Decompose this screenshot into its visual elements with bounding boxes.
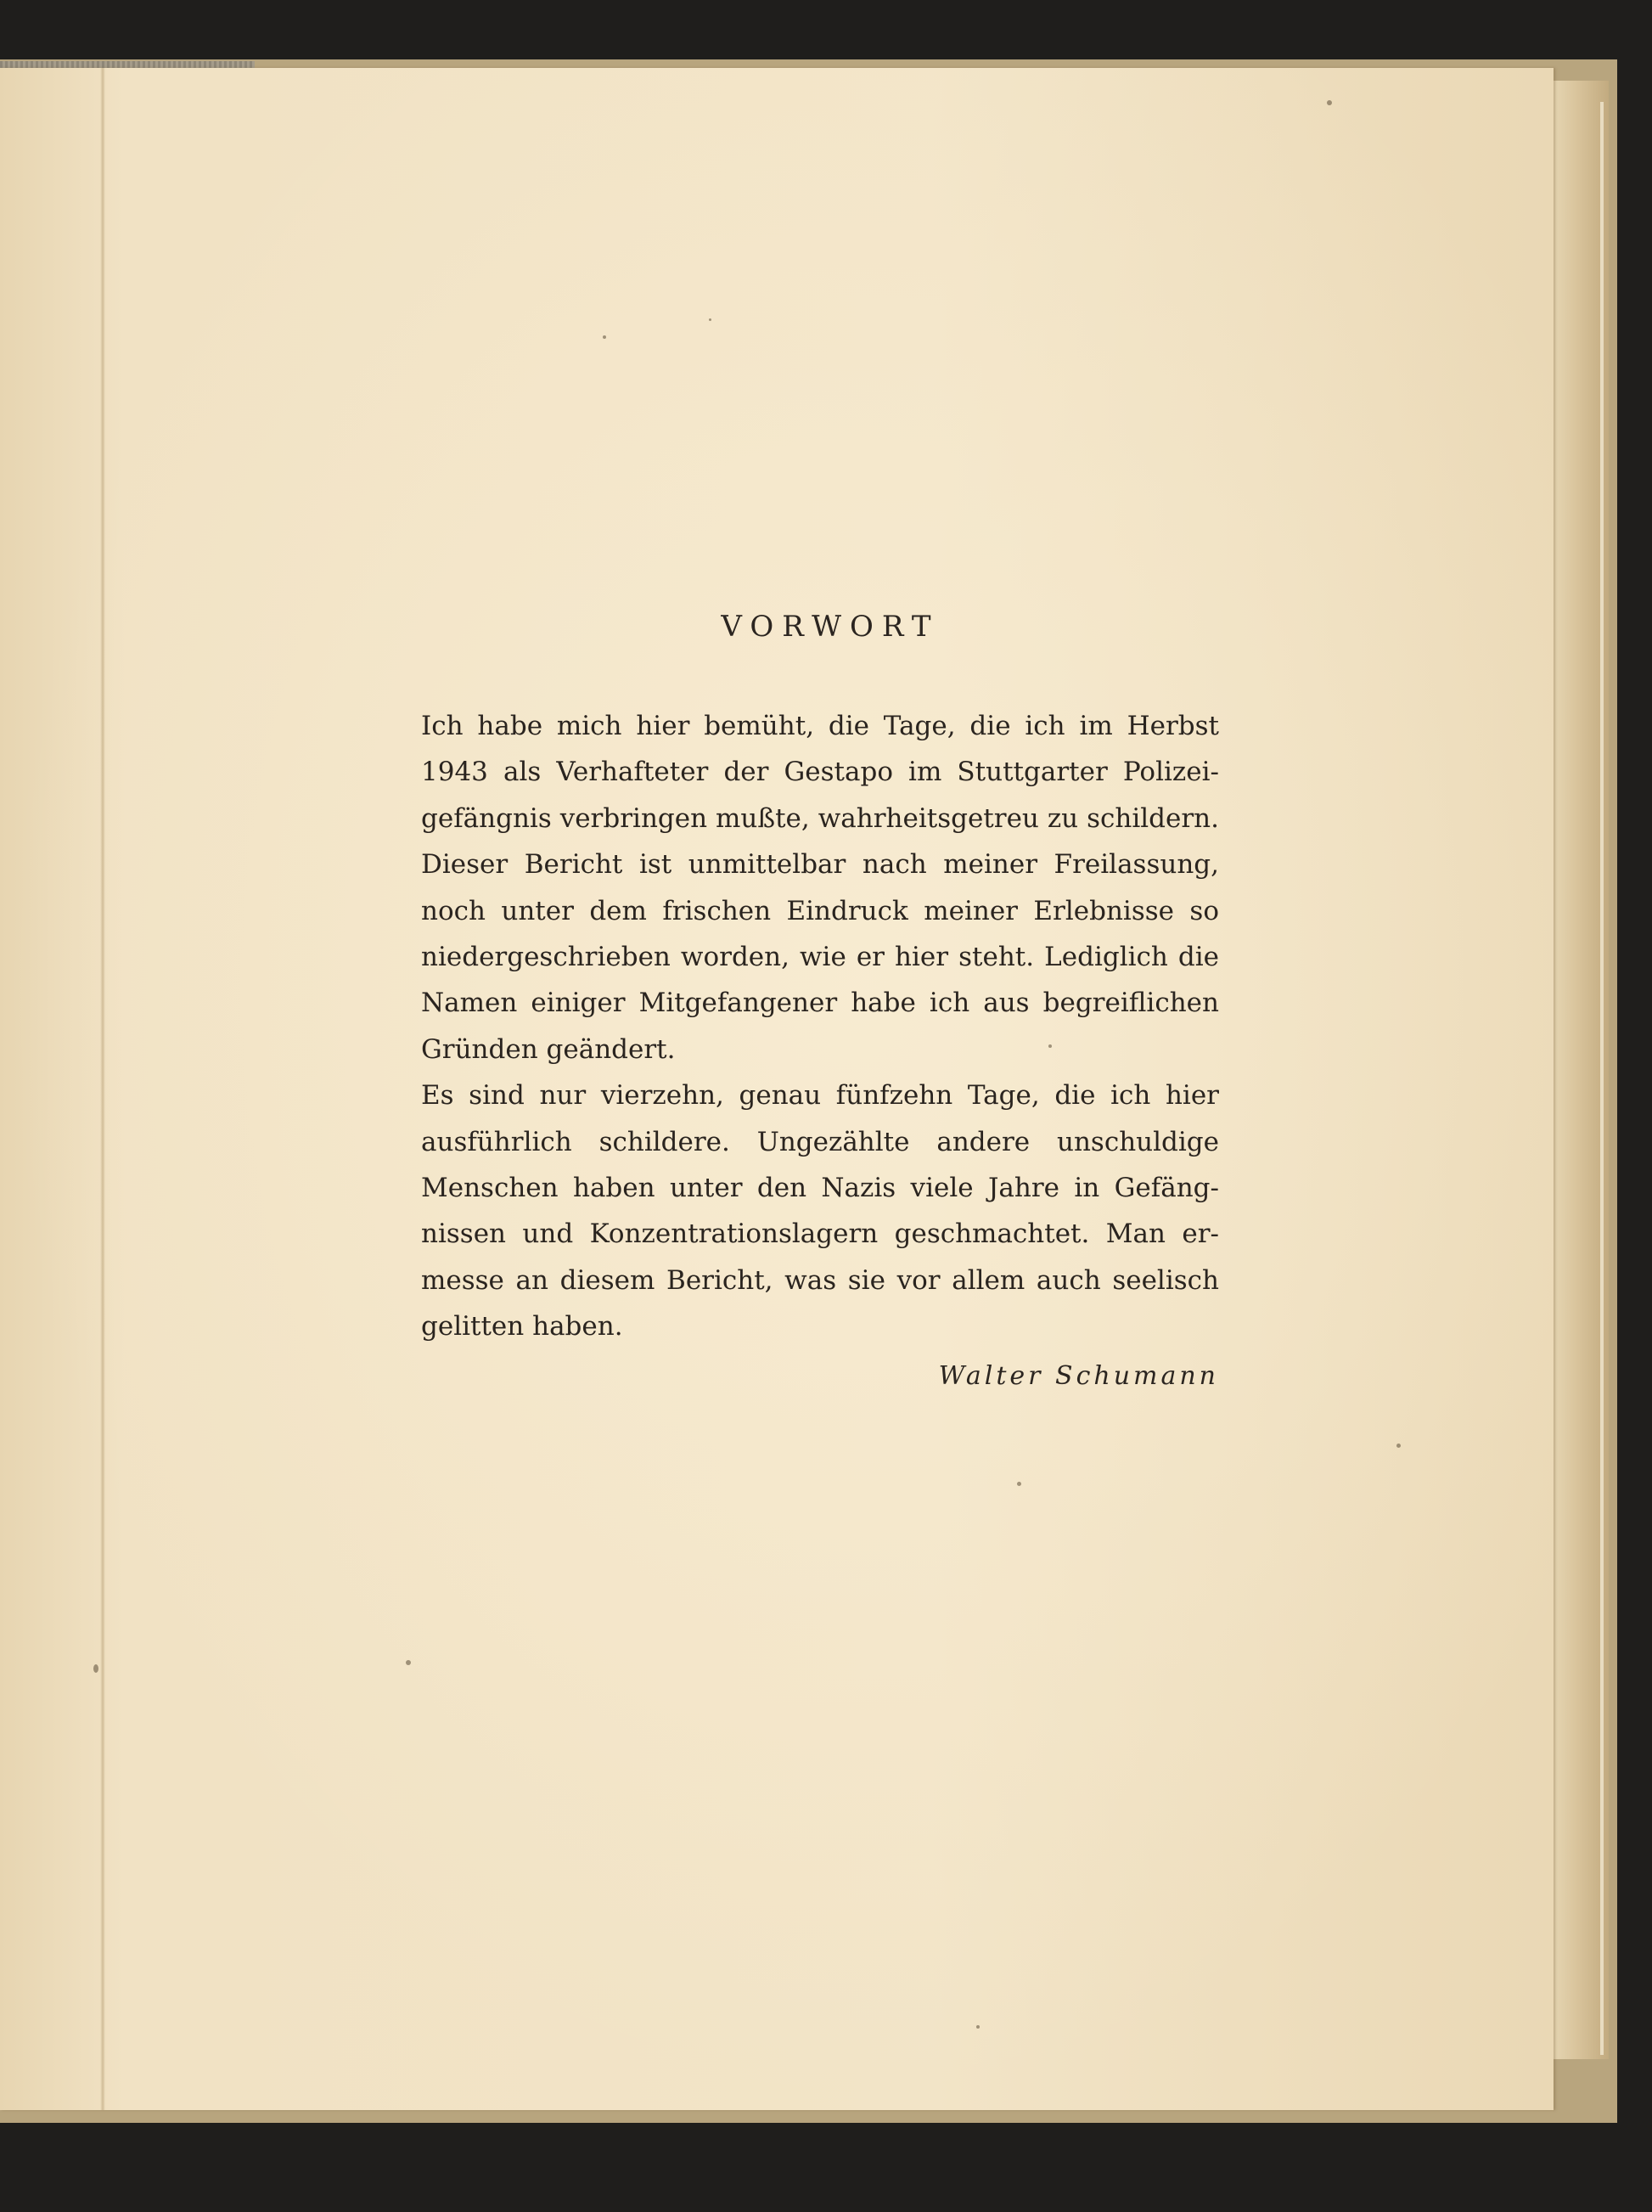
chapter-title: VORWORT	[721, 610, 940, 644]
paper-speck	[1396, 1444, 1401, 1448]
text-line: Menschen haben unter den Nazis viele Jahre in Gefäng-	[421, 1172, 1219, 1203]
text-line: nissen und Konzentrationslagern geschmachtet. Man er-	[421, 1219, 1219, 1250]
page-edge-highlight	[1600, 102, 1604, 2055]
text-line: Dieser Bericht ist unmittelbar nach meiner Freilassung,	[421, 849, 1219, 881]
paper-speck	[1017, 1482, 1021, 1486]
text-line: 1943 als Verhafteter der Gestapo im Stuttgarter Polizei-	[421, 757, 1219, 788]
paper-speck	[603, 335, 606, 339]
text-line: Es sind nur vierzehn, genau fünfzehn Tage, die ich hier	[421, 1080, 1219, 1112]
text-line: noch unter dem frischen Eindruck meiner Erlebnisse so	[421, 895, 1219, 926]
text-line: messe an diesem Bericht, was sie vor allem auch seelisch	[421, 1264, 1219, 1296]
text-line: gefängnis verbringen mußte, wahrheitsgetreu zu schildern.	[421, 802, 1219, 834]
paper-speck	[976, 2025, 980, 2029]
text-line: ausführlich schildere. Ungezählte andere unschuldige	[421, 1126, 1219, 1157]
body-text	[421, 703, 1219, 1349]
author-signature: Walter Schumann	[938, 1361, 1219, 1391]
text-line: Ich habe mich hier bemüht, die Tage, die ich im Herbst	[421, 711, 1219, 741]
paper-speck	[1327, 100, 1332, 105]
page-gutter	[100, 68, 105, 2110]
text-line: gelitten haben.	[421, 1311, 623, 1342]
text-line: Namen einiger Mitgefangener habe ich aus begreiflichen	[421, 988, 1219, 1019]
paragraph	[421, 1072, 1219, 1349]
paper-speck	[406, 1660, 411, 1665]
paper-speck	[709, 318, 711, 321]
paragraph	[421, 703, 1219, 1072]
text-line: niedergeschrieben worden, wie er hier steht. Lediglich die	[421, 941, 1219, 972]
text-line: Gründen geändert.	[421, 1033, 676, 1065]
paper-speck	[93, 1664, 98, 1673]
